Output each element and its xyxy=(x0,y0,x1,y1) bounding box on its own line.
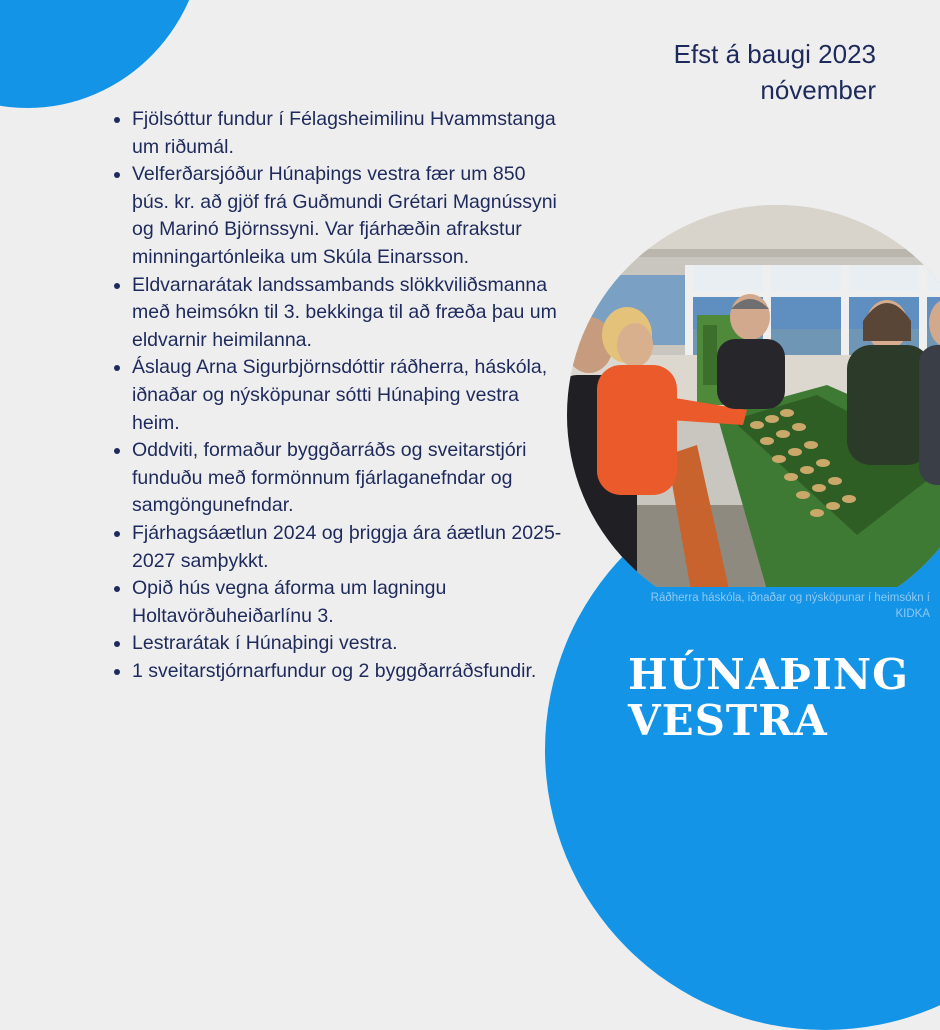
list-item: • Velferðarsjóður Húnaþings vestra fær um 850 þús. kr. að gjöf frá Guðmundi Grétari Magnússyni og Marinó Björnssyni. Var fjárhæðin afrakstur minningartónleika um Skúla Einarsson. xyxy=(132,161,562,271)
list-item: • Oddviti, formaður byggðarráðs og sveitarstjóri funduðu með formönnum fjárlaganefndar og samgöngunefndar. xyxy=(132,437,562,520)
headline xyxy=(674,36,876,108)
list-item: • Opið hús vegna áforma um lagningu Holtavörðuheiðarlínu 3. xyxy=(132,575,562,630)
list-item: • 1 sveitarstjórnarfundur og 2 byggðarráðsfundir. xyxy=(132,658,562,686)
headline-line-2: nóvember xyxy=(760,75,876,105)
list-item: • Lestrarátak í Húnaþingi vestra. xyxy=(132,630,562,658)
brand-logo-text xyxy=(628,652,909,744)
brand-line-2: VESTRA xyxy=(628,696,828,745)
news-list xyxy=(106,106,562,685)
list-item: • Fjárhagsáætlun 2024 og þriggja ára áætlun 2025-2027 samþykkt. xyxy=(132,520,562,575)
photo-caption: Ráðherra háskóla, iðnaðar og nýsköpunar í heimsókn í KIDKA xyxy=(650,592,930,620)
brand-line-1: HÚNAÞING xyxy=(628,650,909,699)
top-left-blue-shape xyxy=(0,0,205,108)
list-item: • Eldvarnarátak landssambands slökkviliðsmanna með heimsókn til 3. bekkinga til að fræða þau um eldvarnir heimilanna. xyxy=(132,272,562,355)
headline-line-1: Efst á baugi 2023 xyxy=(673,39,876,69)
list-item: • Fjölsóttur fundur í Félagsheimilinu Hvammstanga um riðumál. xyxy=(132,106,562,161)
list-item: • Áslaug Arna Sigurbjörnsdóttir ráðherra, háskóla, iðnaðar og nýsköpunar sótti Húnaþing vestra heim. xyxy=(132,354,562,437)
